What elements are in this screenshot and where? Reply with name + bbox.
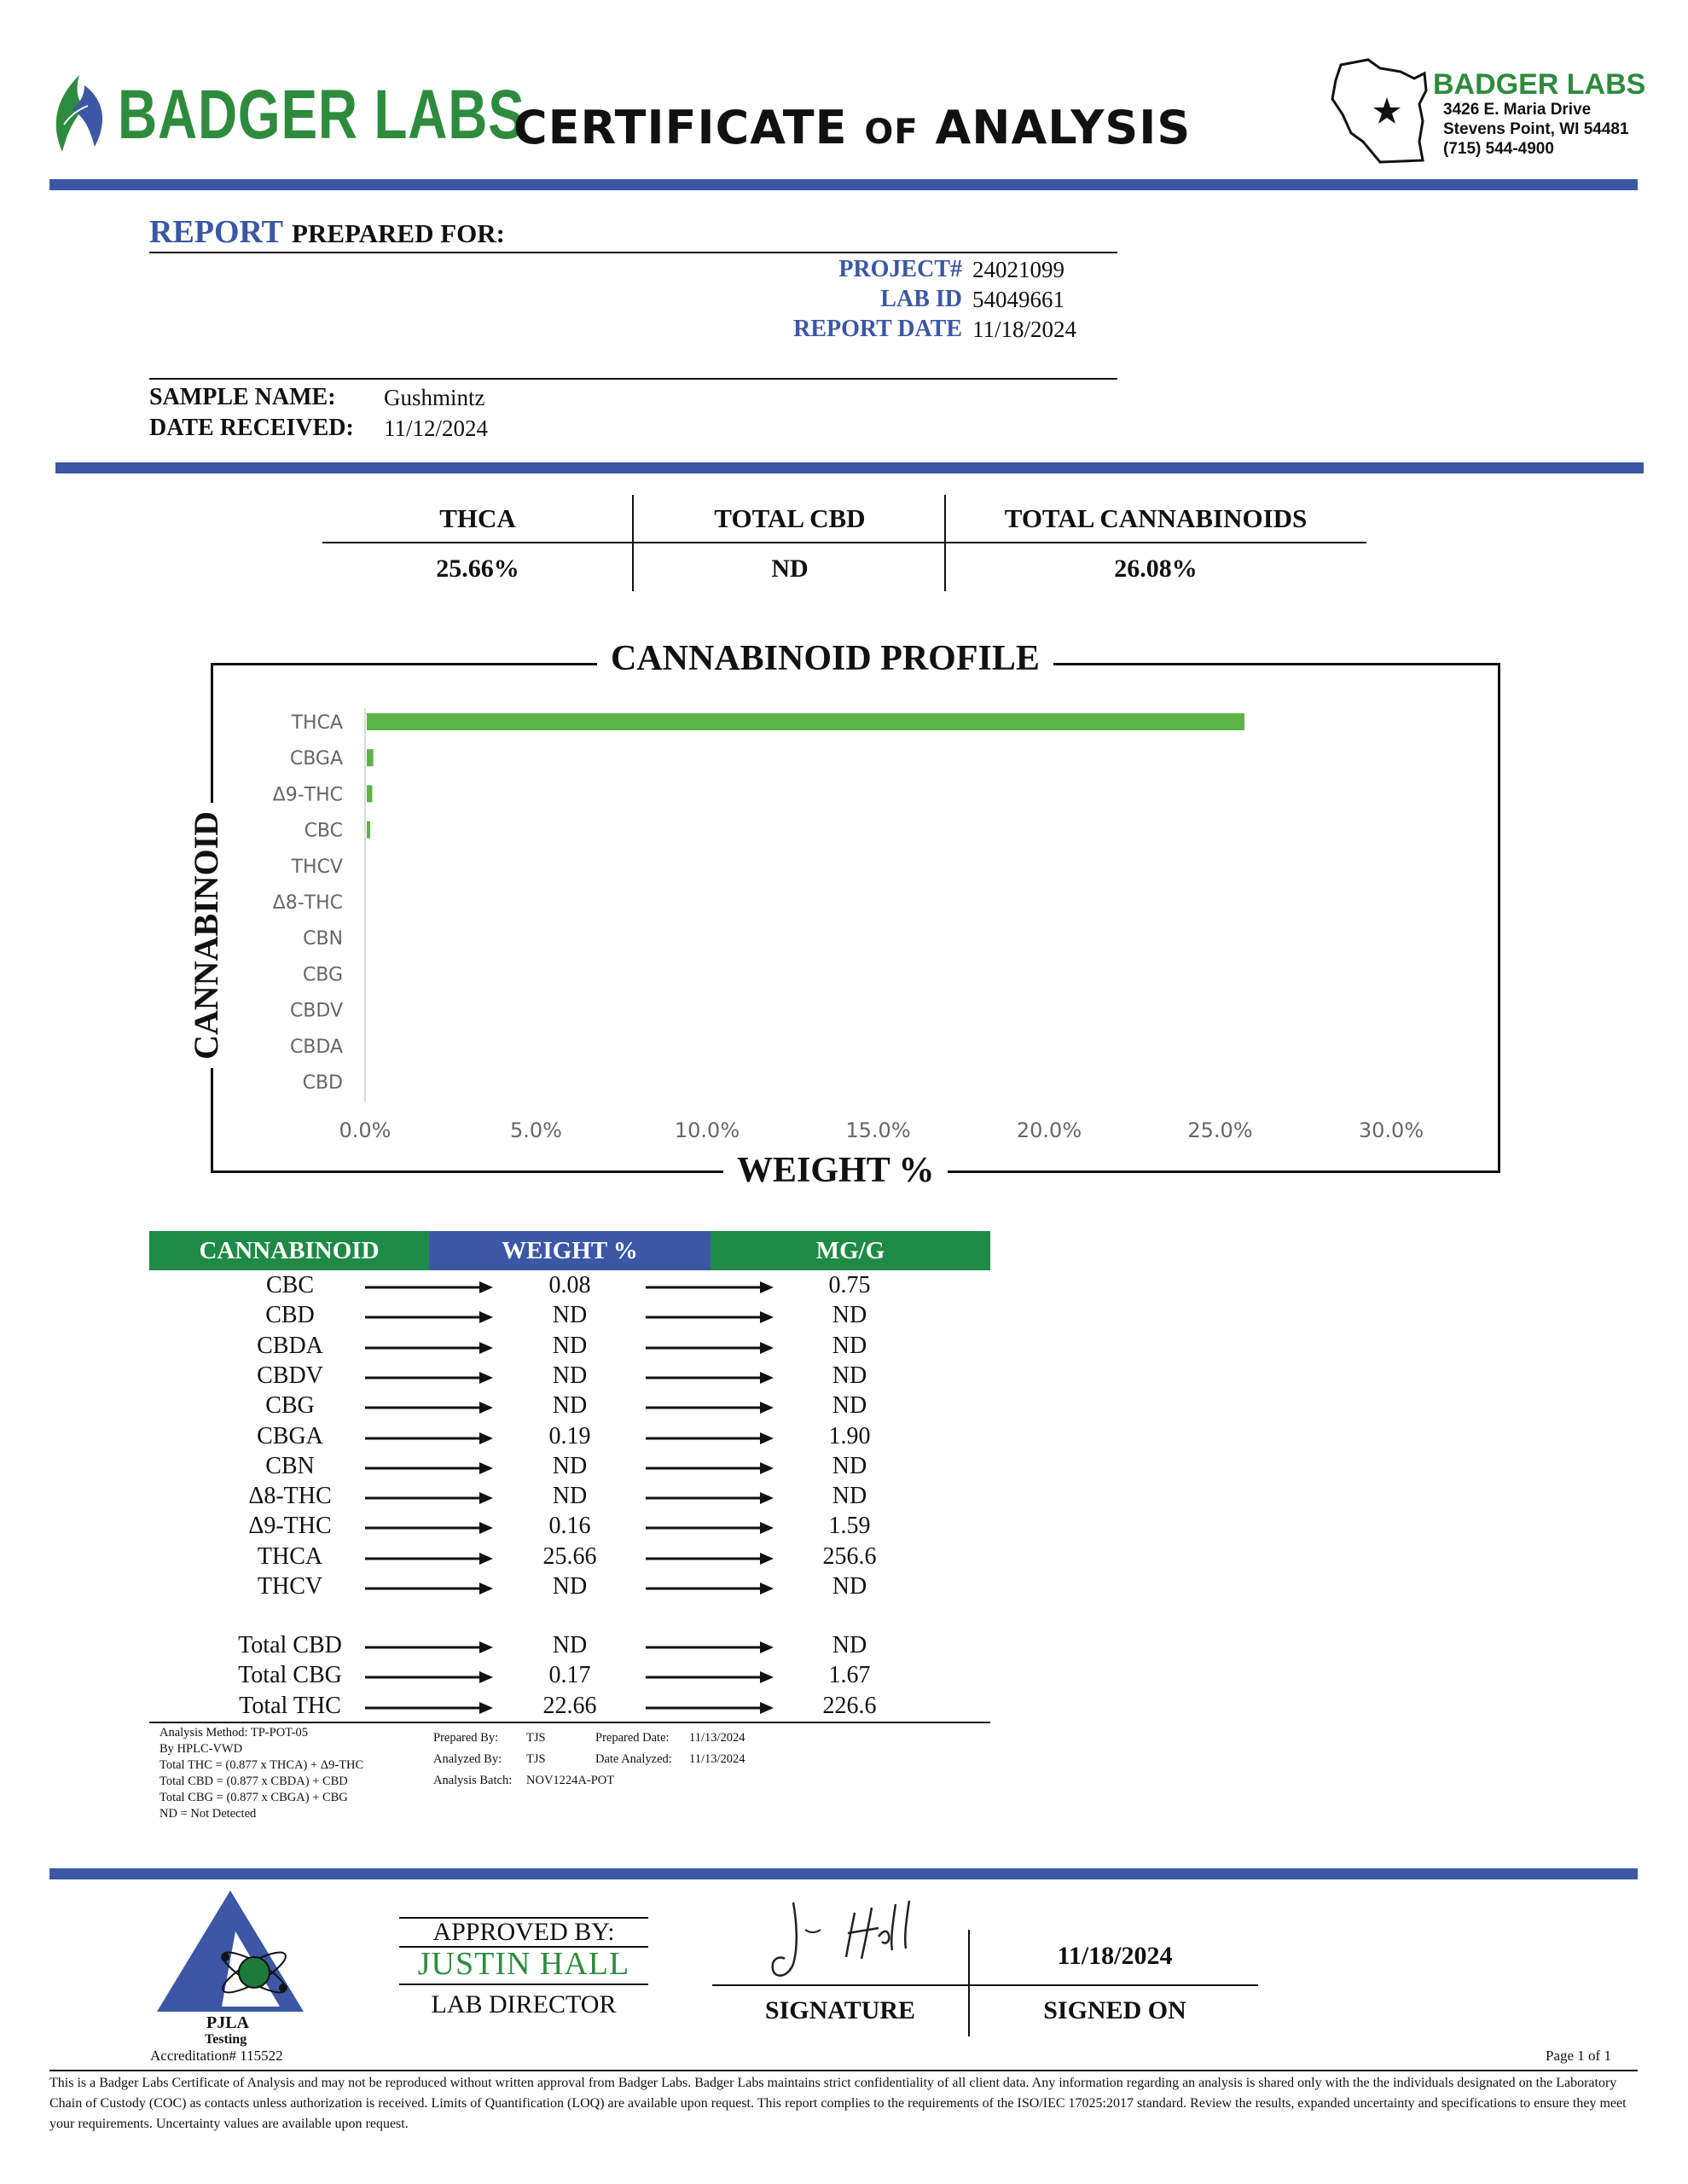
chart-y-axis-title: CANNABINOID <box>186 803 226 1068</box>
table-row-mg-per-g: 1.90 <box>828 1422 871 1449</box>
chart-x-tick-label: 20.0% <box>1016 1118 1082 1142</box>
page-number: Page 1 of 1 <box>1546 2048 1611 2064</box>
summary-total-cannabinoids-value: 26.08% <box>1114 555 1198 583</box>
total-row-mg-per-g: 1.67 <box>828 1662 871 1689</box>
table-row-weight: ND <box>552 1452 588 1479</box>
table-row-name: Δ9-THC <box>248 1513 332 1540</box>
table-bottom-rule <box>149 1722 990 1723</box>
method-note-line: Analysis Method: TP-POT-05 <box>160 1726 309 1740</box>
chart-category-label: THCA <box>291 712 343 734</box>
chart-x-tick-label: 10.0% <box>674 1118 740 1142</box>
footer-rule <box>49 2070 1638 2071</box>
right-arrow-icon <box>365 1699 495 1716</box>
summary-total-cannabinoids-head: TOTAL CANNABINOIDS <box>1004 503 1308 533</box>
analysis-batch-label: Analysis Batch: <box>433 1774 513 1787</box>
analyzed-date-value: 11/13/2024 <box>689 1752 745 1766</box>
total-row-mg-per-g: ND <box>832 1632 867 1658</box>
table-row-weight: 0.19 <box>548 1422 591 1449</box>
right-arrow-icon <box>365 1550 495 1567</box>
chart-category-label: CBDA <box>289 1036 343 1058</box>
table-row-weight: ND <box>552 1392 588 1420</box>
table-row-weight: 25.66 <box>542 1542 597 1570</box>
signature-label: SIGNATURE <box>764 1996 916 2024</box>
date-received-value: 11/12/2024 <box>384 415 489 441</box>
chart-category-label: THCV <box>291 856 343 878</box>
right-arrow-icon <box>646 1519 775 1536</box>
chart-bar <box>367 822 370 839</box>
signature-rule <box>712 1984 1258 1986</box>
prepared-date-label: Prepared Date: <box>595 1731 670 1745</box>
chart-x-tick-label: 5.0% <box>510 1118 562 1142</box>
right-arrow-icon <box>646 1550 775 1567</box>
chart-title: CANNABINOID PROFILE <box>597 638 1053 679</box>
accreditation-number: Accreditation# 115522 <box>150 2048 283 2064</box>
table-row-name: CBG <box>265 1392 315 1420</box>
handwritten-signature <box>759 1896 938 1989</box>
table-row-name: THCV <box>257 1573 323 1600</box>
chart-x-tick-label: 15.0% <box>845 1118 911 1142</box>
table-row-weight: ND <box>552 1302 588 1329</box>
right-arrow-icon <box>646 1339 775 1356</box>
table-row-weight: ND <box>552 1332 588 1359</box>
table-header-mg-g: MG/G <box>711 1231 990 1270</box>
report-date-label: REPORT DATE <box>793 316 962 342</box>
table-row-name: CBDV <box>257 1362 323 1389</box>
right-arrow-icon <box>365 1369 495 1386</box>
sample-name-label: SAMPLE NAME: <box>149 384 336 410</box>
date-received-label: DATE RECEIVED: <box>149 415 354 441</box>
table-row-name: THCA <box>257 1542 323 1570</box>
chart-category-label: Δ8-THC <box>272 892 343 914</box>
address-brand-name: BADGER LABS <box>1433 68 1646 101</box>
table-row-mg-per-g: ND <box>832 1392 867 1420</box>
table-header-weight: WEIGHT % <box>429 1231 711 1270</box>
chart-category-label: CBD <box>302 1072 343 1094</box>
signed-on-label: SIGNED ON <box>1043 1996 1186 2024</box>
analysis-batch-value: NOV1224A-POT <box>526 1774 615 1787</box>
table-row-weight: ND <box>552 1573 588 1600</box>
total-row-name: Total CBD <box>238 1632 342 1658</box>
summary-total-cbd-head: TOTAL CBD <box>714 503 866 533</box>
chart-category-label: Δ9-THC <box>272 784 343 806</box>
method-note-line: Total THC = (0.877 x THCA) + Δ9-THC <box>160 1758 364 1772</box>
approver-name: JUSTIN HALL <box>417 1946 630 1982</box>
approved-rule <box>399 1984 648 1985</box>
table-row-mg-per-g: ND <box>832 1362 867 1389</box>
chart-bar <box>367 749 374 766</box>
table-row-name: CBD <box>265 1302 315 1329</box>
chart-category-label: CBDV <box>289 1000 343 1022</box>
prepared-by-label: Prepared By: <box>433 1731 499 1745</box>
table-row-mg-per-g: 1.59 <box>828 1513 871 1540</box>
prepared-date-value: 11/13/2024 <box>689 1731 745 1745</box>
pjla-accreditation-logo-icon <box>154 1887 307 2015</box>
footer-disclaimer: This is a Badger Labs Certificate of Analysis and may not be reproduced without written approval from Badger Labs. Badger Labs maintains strict confidentiality of all client data. Any information regarding an analysis is shared only with the the individuals designated on the Laboratory Chain of Custody (COC) as contacts unless authorization is received. Limits of Quantification (LOQ) are available upon request. This report complies to the requirements of the ISO/IEC 17025:2017 standard. Review the results, expanded uncertainty and specifications to ensure they meet your requirements. Uncertainty values are available upon request. <box>49 2076 1627 2131</box>
table-row-mg-per-g: ND <box>832 1573 867 1600</box>
chart-x-tick-label: 30.0% <box>1358 1118 1424 1142</box>
right-arrow-icon <box>365 1339 495 1356</box>
chart-category-label: CBG <box>302 964 343 986</box>
total-row-weight: 0.17 <box>548 1662 591 1689</box>
right-arrow-icon <box>365 1669 495 1686</box>
table-row-weight: 0.16 <box>548 1513 591 1540</box>
table-row-mg-per-g: 0.75 <box>828 1272 871 1298</box>
table-row-name: CBC <box>265 1272 315 1298</box>
prepared-by-value: TJS <box>526 1731 546 1745</box>
right-arrow-icon <box>646 1369 775 1386</box>
right-arrow-icon <box>646 1460 775 1477</box>
right-arrow-icon <box>646 1309 775 1326</box>
summary-thca-value: 25.66% <box>436 555 519 583</box>
report-date-value: 11/18/2024 <box>972 317 1077 342</box>
pjla-testing-label: Testing <box>205 2032 247 2047</box>
approver-title: LAB DIRECTOR <box>431 1990 617 2018</box>
right-arrow-icon <box>365 1639 495 1656</box>
right-arrow-icon <box>646 1399 775 1416</box>
chart-x-tick-label: 0.0% <box>339 1118 392 1142</box>
total-row-mg-per-g: 226.6 <box>822 1692 877 1719</box>
right-arrow-icon <box>646 1279 775 1296</box>
project-value: 24021099 <box>972 257 1064 282</box>
right-arrow-icon <box>365 1309 495 1326</box>
table-row-weight: ND <box>552 1483 588 1510</box>
approval-divider <box>49 1868 1638 1879</box>
analyzed-by-label: Analyzed By: <box>433 1752 502 1766</box>
method-note-line: By HPLC-VWD <box>160 1742 243 1756</box>
method-note-line: ND = Not Detected <box>160 1807 257 1821</box>
brand-wordmark: BADGER LABS <box>118 76 525 154</box>
table-row-weight: 0.08 <box>548 1272 591 1298</box>
lab-id-label: LAB ID <box>880 286 962 312</box>
method-note-line: Total CBG = (0.877 x CBGA) + CBG <box>160 1791 348 1804</box>
right-arrow-icon <box>646 1639 775 1656</box>
total-row-name: Total THC <box>239 1692 341 1719</box>
address-city: Stevens Point, WI 54481 <box>1443 120 1629 138</box>
chart-bar <box>367 713 1244 730</box>
method-notes <box>160 1725 363 1822</box>
table-row-mg-per-g: ND <box>832 1332 867 1359</box>
total-row-weight: 22.66 <box>542 1692 597 1719</box>
table-row-name: CBN <box>265 1452 315 1479</box>
right-arrow-icon <box>646 1669 775 1686</box>
right-arrow-icon <box>365 1580 495 1597</box>
lab-id-value: 54049661 <box>972 287 1064 312</box>
address-street: 3426 E. Maria Drive <box>1443 101 1592 119</box>
right-arrow-icon <box>365 1490 495 1507</box>
sample-name-value: Gushmintz <box>384 385 485 410</box>
right-arrow-icon <box>646 1490 775 1507</box>
chart-x-tick-label: 25.0% <box>1187 1118 1253 1142</box>
table-header-cannabinoid: CANNABINOID <box>149 1231 429 1270</box>
analyzed-date-label: Date Analyzed: <box>595 1752 672 1766</box>
table-row-mg-per-g: ND <box>832 1452 867 1479</box>
chart-category-label: CBC <box>304 820 343 842</box>
table-row-weight: ND <box>552 1362 588 1389</box>
chart-bar <box>367 785 372 802</box>
table-row-name: Δ8-THC <box>248 1483 332 1510</box>
chart-x-axis-title: WEIGHT % <box>723 1150 948 1191</box>
pjla-label: PJLA <box>206 2013 249 2032</box>
summary-total-cbd-value: ND <box>771 555 809 583</box>
right-arrow-icon <box>365 1399 495 1416</box>
right-arrow-icon <box>365 1430 495 1447</box>
total-row-name: Total CBG <box>238 1662 342 1689</box>
method-note-line: Total CBD = (0.877 x CBDA) + CBD <box>160 1774 348 1788</box>
chart-category-label: CBN <box>303 928 343 950</box>
project-label: PROJECT# <box>838 256 962 282</box>
right-arrow-icon <box>365 1460 495 1477</box>
address-phone: (715) 544-4900 <box>1443 140 1554 158</box>
table-row-name: CBGA <box>257 1422 323 1449</box>
report-heading: REPORT PREPARED FOR: <box>149 214 505 250</box>
chart-category-label: CBGA <box>289 748 343 770</box>
signed-date: 11/18/2024 <box>1057 1942 1173 1970</box>
summary-thca-head: THCA <box>439 503 516 533</box>
right-arrow-icon <box>646 1699 775 1716</box>
right-arrow-icon <box>646 1580 775 1597</box>
right-arrow-icon <box>365 1279 495 1296</box>
table-row-mg-per-g: ND <box>832 1483 867 1510</box>
table-row-name: CBDA <box>257 1332 323 1359</box>
analyzed-by-value: TJS <box>526 1752 546 1766</box>
right-arrow-icon <box>365 1519 495 1536</box>
approved-by-label: APPROVED BY: <box>432 1918 615 1946</box>
document-title: CERTIFICATE OF ANALYSIS <box>513 101 1192 154</box>
right-arrow-icon <box>646 1430 775 1447</box>
total-row-weight: ND <box>552 1632 588 1658</box>
table-row-mg-per-g: ND <box>832 1302 867 1329</box>
table-row-mg-per-g: 256.6 <box>822 1542 877 1570</box>
